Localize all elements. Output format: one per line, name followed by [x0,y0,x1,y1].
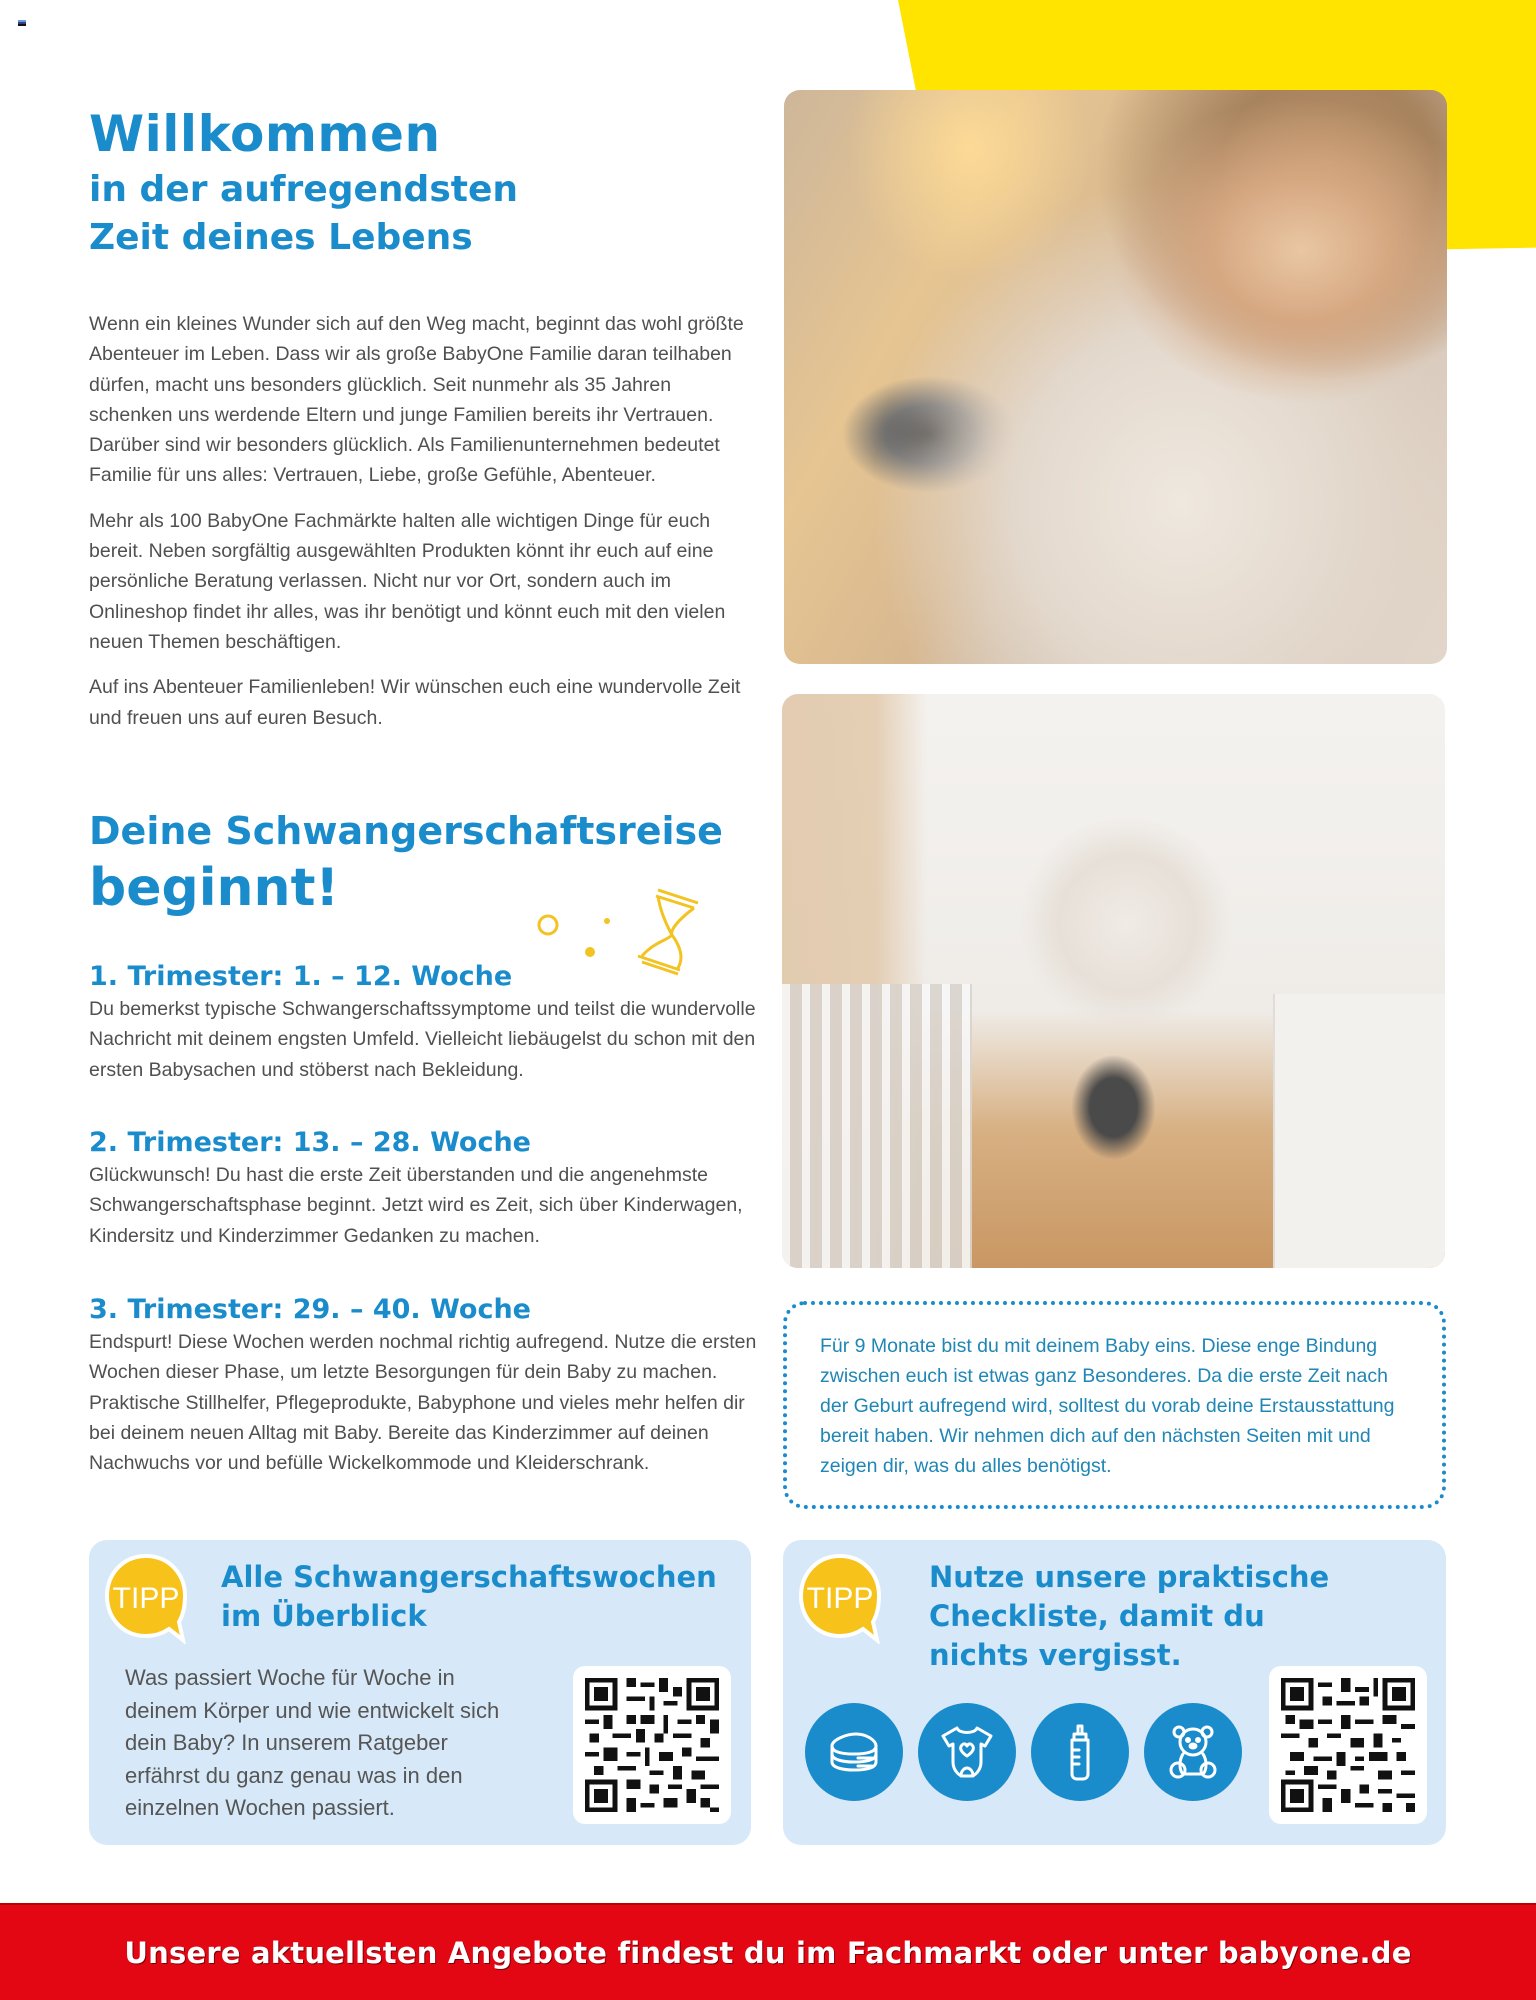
welcome-title: Willkommen [89,105,441,163]
footer-banner [0,1903,1536,2000]
baby-bottle-icon [1031,1703,1129,1801]
tip-box-checklist [783,1540,1446,1845]
photo-nursery [782,694,1445,1268]
trimester-text: Glückwunsch! Du hast die erste Zeit überstanden und die angenehmste Schwangerschaftsphase beginnt. Jetzt wird es Zeit, sich über Kinderwagen, Kindersitz und Kinderzimmer Gedanken zu machen. [89,1164,743,1247]
qr-code-icon [585,1678,719,1812]
intro-text [89,309,749,748]
info-box-text: Für 9 Monate bist du mit deinem Baby eins. Diese enge Bindung zwischen euch ist etwas ganz Besonderes. Da die erste Zeit nach der Geburt aufregend wird, solltest du vorab deine Erstausstattung bereit haben. Wir nehmen dich auf den nächsten Seiten mit und zeigen dir, was du alles benötigst. [820,1335,1395,1477]
qr-code-icon [1281,1678,1415,1812]
trimester-text: Du bemerkst typische Schwangerschaftssymptome und teilst die wundervolle Nachricht mit deinem engsten Umfeld. Vielleicht liebäugelst du schon mit den ersten Babysachen und stöberst nach Bekleidung. [89,998,756,1081]
trimester-text: Endspurt! Diese Wochen werden nochmal richtig aufregend. Nutze die ersten Wochen dieser Phase, um letzte Besorgungen für dein Baby zu machen. Praktische Stillhelfer, Pflegeprodukte, Babyphone und vieles mehr helfen dir bei deinem neuen Alltag mit Baby. Bereite das Kinderzimmer auf deinen Nachwuchs vor und befülle Wickelkommode und Kleiderschrank. [89,1331,757,1475]
welcome-subtitle-line1: in der aufregendsten [89,169,518,210]
trimester-title: 3. Trimester: 29. – 40. Woche [89,1294,531,1325]
info-box [783,1301,1446,1509]
tip-title-line: Checkliste, damit du [929,1599,1265,1633]
svg-text:TIPP: TIPP [806,1582,874,1615]
qr-code-checklist[interactable] [1269,1666,1427,1824]
footer-text: Unsere aktuellsten Angebote findest du im Fachmarkt oder unter babyone.de [124,1935,1412,1970]
tipp-badge-icon [797,1552,883,1644]
intro-paragraph: Auf ins Abenteuer Familienleben! Wir wünschen euch eine wundervolle Zeit und freuen uns auf euren Besuch. [89,676,741,729]
journey-title: Deine Schwangerschaftsreise [89,809,723,853]
journey-title-begins: beginnt! [89,858,340,918]
tipp-badge-icon [103,1552,189,1644]
tip-title-line: nichts vergisst. [929,1638,1182,1672]
trimester-2 [89,1126,759,1251]
checklist-icon-row [805,1703,1242,1801]
intro-paragraph: Wenn ein kleines Wunder sich auf den Weg macht, beginnt das wohl größte Abenteuer im Leben. Dass wir als große BabyOne Familie daran teilhaben dürfen, macht uns besonders glücklich. Seit nunmehr als 35 Jahren schenken uns werdende Eltern und junge Familien bereits ihr Vertrauen. Darüber sind wir besonders glücklich. Als Familienunternehmen bedeutet Familie für uns alles: Vertrauen, Liebe, große Gefühle, Abenteuer. [89,313,744,487]
tip-title-line: Alle Schwangerschaftswochen [221,1560,717,1594]
intro-paragraph: Mehr als 100 BabyOne Fachmärkte halten alle wichtigen Dinge für euch bereit. Neben sorgfältig ausgewählten Produkten könnt ihr euch auf eine persönliche Beratung verlassen. Nicht nur vor Ort, sondern auch im Onlineshop findet ihr alles, was ihr benötigt und könnt euch mit den vielen neuen Themen beschäftigen. [89,509,726,653]
tip-title-line: Nutze unsere praktische [929,1560,1330,1594]
baby-bodysuit-icon [918,1703,1016,1801]
trimester-3 [89,1293,759,1478]
tip-text: Was passiert Woche für Woche in deinem Körper und wie entwickelt sich dein Baby? In unserem Ratgeber erfährst du ganz genau was in den einzelnen Wochen passiert. [125,1665,500,1820]
trimester-title: 2. Trimester: 13. – 28. Woche [89,1127,531,1158]
qr-code-weeks[interactable] [573,1666,731,1824]
folded-towels-icon [805,1703,903,1801]
photo-ultrasound [784,90,1447,664]
welcome-subtitle-line2: Zeit deines Lebens [89,217,473,258]
welcome-subtitle [89,166,518,262]
trimester-title: 1. Trimester: 1. – 12. Woche [89,961,513,992]
tip-title [929,1558,1329,1675]
tip-box-weeks-overview [89,1540,751,1845]
svg-text:TIPP: TIPP [112,1582,180,1615]
tip-title [221,1558,717,1636]
teddy-bear-icon [1144,1703,1242,1801]
trimester-1 [89,960,759,1085]
print-color-mark-icon [18,20,26,28]
tip-title-line: im Überblick [221,1599,427,1633]
